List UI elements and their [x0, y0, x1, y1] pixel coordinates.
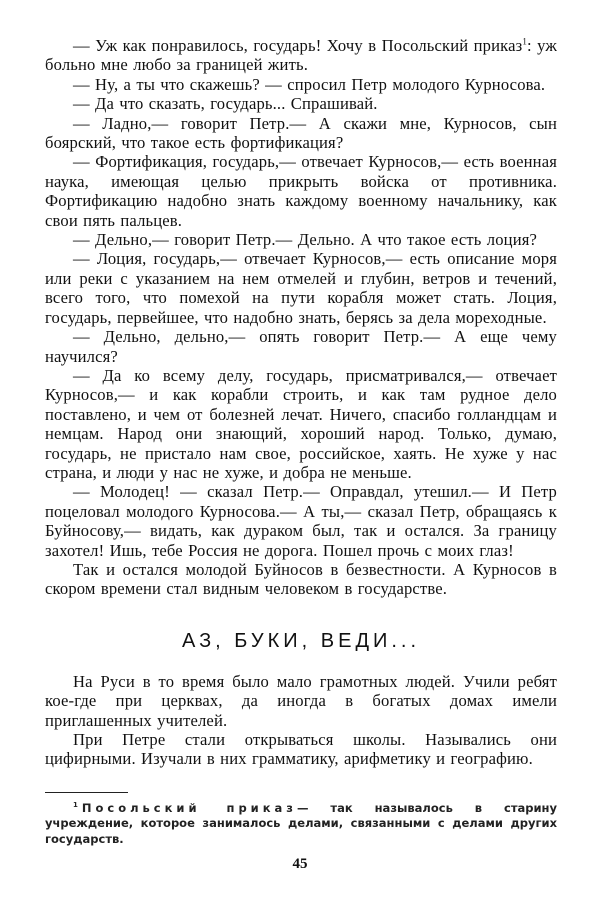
book-page — [45, 36, 557, 847]
dialogue-paragraph: — Ладно,— говорит Петр.— А скажи мне, Курносов, сын боярский, что такое есть фортификация? — [45, 113, 557, 153]
footnote-reference[interactable]: 1 — [522, 36, 527, 47]
dialogue-paragraph: — Ну, а ты что скажешь? — спросил Петр молодого Курносова. — [73, 74, 546, 94]
dialogue-paragraph: — Дельно,— говорит Петр.— Дельно. А что такое есть лоция? — [73, 230, 538, 250]
dialogue-paragraph: — Фортификация, государь,— отвечает Курносов,— есть военная наука, имеющая целью прикрыть войска от противника. Фортификацию надобно знать каждому военному начальнику, как свои пять пальцев. — [45, 152, 557, 230]
paragraph-text: — Уж как понравилось, государь! Хочу в Посольский приказ — [73, 36, 523, 55]
footnote-divider — [45, 792, 128, 793]
dialogue-paragraph: — Да что сказать, государь... Спрашивай. — [73, 94, 378, 114]
paragraph-text: : уж больно мне любо за границей жить. — [45, 36, 557, 75]
narrative-paragraph: При Петре стали открываться школы. Назывались они цифирными. Изучали в них грамматику, арифметику и географию. — [45, 730, 557, 769]
footnote-text: — так называлось в старину учреждение, которое занималось делами, связанными с делами других государств. — [45, 800, 557, 846]
dialogue-paragraph: — Молодец! — сказал Петр.— Оправдал, утешил.— И Петр поцеловал молодого Курносова.— А ты,— сказал Петр, обращаясь к Буйносову,— видать, как дураком был, так и остался. За границу захотел! Ишь, тебе Россия не дорога. Пошел прочь с моих глаз! — [45, 482, 557, 560]
dialogue-paragraph: — Дельно, дельно,— опять говорит Петр.— А еще чему научился? — [45, 327, 557, 366]
dialogue-paragraph: — Лоция, государь,— отвечает Курносов,— есть описание моря или реки с указанием на нем отмелей и глубин, ветров и течений, всего того, что помехой на пути корабля может стать. Лоция, государь, первейшее, что надобно знать, берясь за дела мореходные. — [45, 249, 557, 327]
footnote-term: Посольский приказ — [81, 800, 297, 815]
narrative-paragraph: Так и остался молодой Буйносов в безвестности. А Курносов в скором времени стал видным человеком в государстве. — [45, 559, 557, 599]
dialogue-paragraph — [45, 36, 557, 75]
narrative-paragraph: На Руси в то время было мало грамотных людей. Учили ребят кое-где при церквах, да иногда в богатых домах имели приглашенных учителей. — [45, 671, 557, 730]
page-number: 45 — [292, 856, 308, 872]
footnote — [45, 801, 557, 848]
dialogue-paragraph: — Да ко всему делу, государь, присматривался,— отвечает Курносов,— и как корабли строить, и как там рудное дело поставлено, и чем от болезней лечат. Ничего, спасибо голландцам и немцам. Народ они знающий, хороший народ. Только, думаю, государь, не пристало нам свое, российское, хаять. Не хуже у нас страна, и люди у нас не хуже, и добра не меньше. — [45, 365, 557, 482]
footnote-marker: 1 — [73, 800, 78, 809]
section-heading: АЗ, БУКИ, ВЕДИ... — [181, 629, 421, 652]
